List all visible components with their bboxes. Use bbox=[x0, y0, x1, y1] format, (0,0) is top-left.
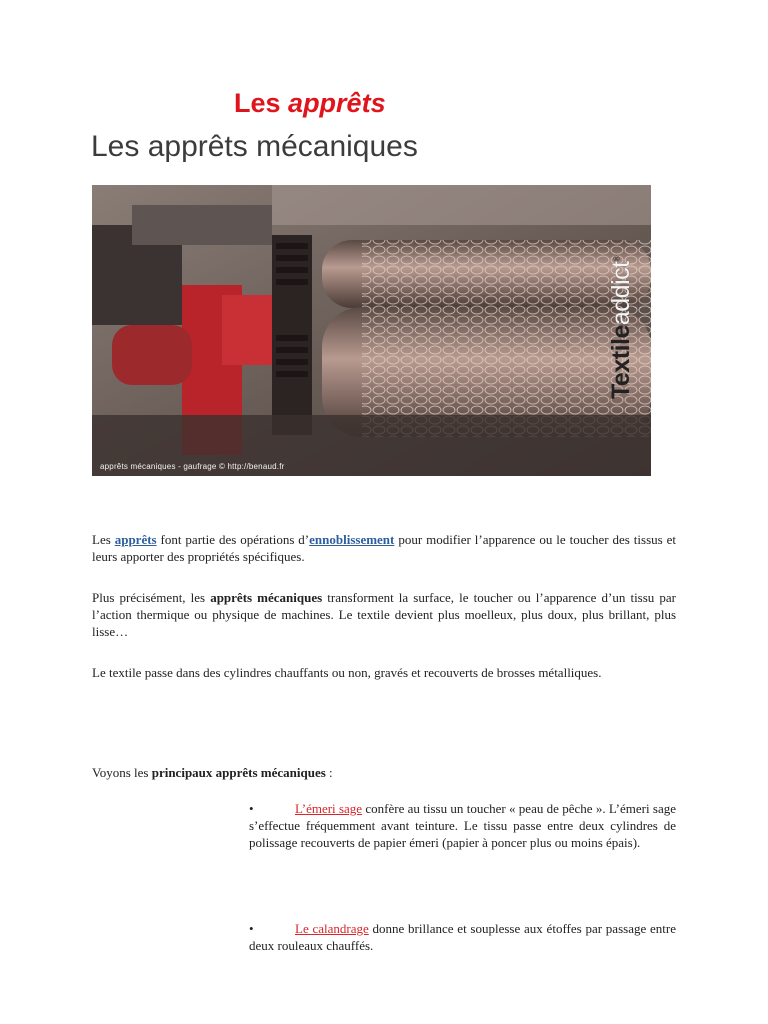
link-appretes[interactable]: apprêts bbox=[114, 532, 157, 547]
text: Voyons les bbox=[92, 765, 152, 780]
text: donne brillance et souplesse aux étoffes par passage entre deux rouleaux chauffés. bbox=[249, 921, 676, 953]
link-emerisage[interactable]: L’émeri sage bbox=[295, 801, 363, 816]
link-calandrage[interactable]: Le calandrage bbox=[295, 921, 369, 936]
title-word: Les bbox=[234, 88, 281, 118]
page-title bbox=[234, 88, 386, 119]
title-word-italic: apprêts bbox=[288, 88, 386, 118]
machine-photo bbox=[92, 185, 651, 476]
text: font partie des opérations d’ bbox=[156, 532, 310, 547]
machine-illustration bbox=[92, 185, 651, 476]
intro-paragraph bbox=[92, 531, 676, 565]
brand-mark: ® bbox=[612, 256, 622, 262]
link-ennoblissement[interactable]: ennoblissement bbox=[309, 532, 395, 547]
text: Les bbox=[92, 532, 115, 547]
photo-caption: apprêts mécaniques - gaufrage © http://benaud.fr bbox=[100, 462, 285, 471]
text: Plus précisément, les bbox=[92, 590, 211, 605]
brand-bold: Textile bbox=[607, 325, 636, 399]
bold-text: principaux apprêts mécaniques bbox=[151, 765, 326, 780]
detail-paragraph bbox=[92, 589, 676, 640]
cylinder-paragraph: Le textile passe dans des cylindres chauffants ou non, gravés et recouverts de brosses métalliques. bbox=[92, 665, 602, 680]
brand-light: addict bbox=[607, 261, 636, 326]
bullet-marker: • bbox=[249, 921, 254, 936]
text: : bbox=[325, 765, 333, 780]
bullet-marker: • bbox=[249, 801, 254, 816]
text: pour modifier l’apparence ou le toucher des tissus et leurs apporter des propriétés spécifiques. bbox=[92, 532, 676, 564]
text: transforment la surface, le toucher ou l’apparence d’un tissu par l’action thermique ou physique de machines. Le textile devient plus moelleux, plus doux, plus brillant, plus lisse… bbox=[92, 590, 676, 639]
bold-text: apprêts mécaniques bbox=[210, 590, 323, 605]
brand-watermark bbox=[607, 256, 636, 399]
text: confère au tissu un toucher « peau de pêche ». L’émeri sage s’effectue fréquemment avant teinture. Le tissu passe entre deux cylindres de polissage recouverts de papier émeri (papier à poncer plus ou moins épais). bbox=[249, 801, 676, 850]
list-item bbox=[249, 800, 676, 851]
list-intro bbox=[92, 764, 676, 781]
page-subtitle: Les apprêts mécaniques bbox=[91, 130, 418, 163]
list-item bbox=[249, 920, 676, 954]
